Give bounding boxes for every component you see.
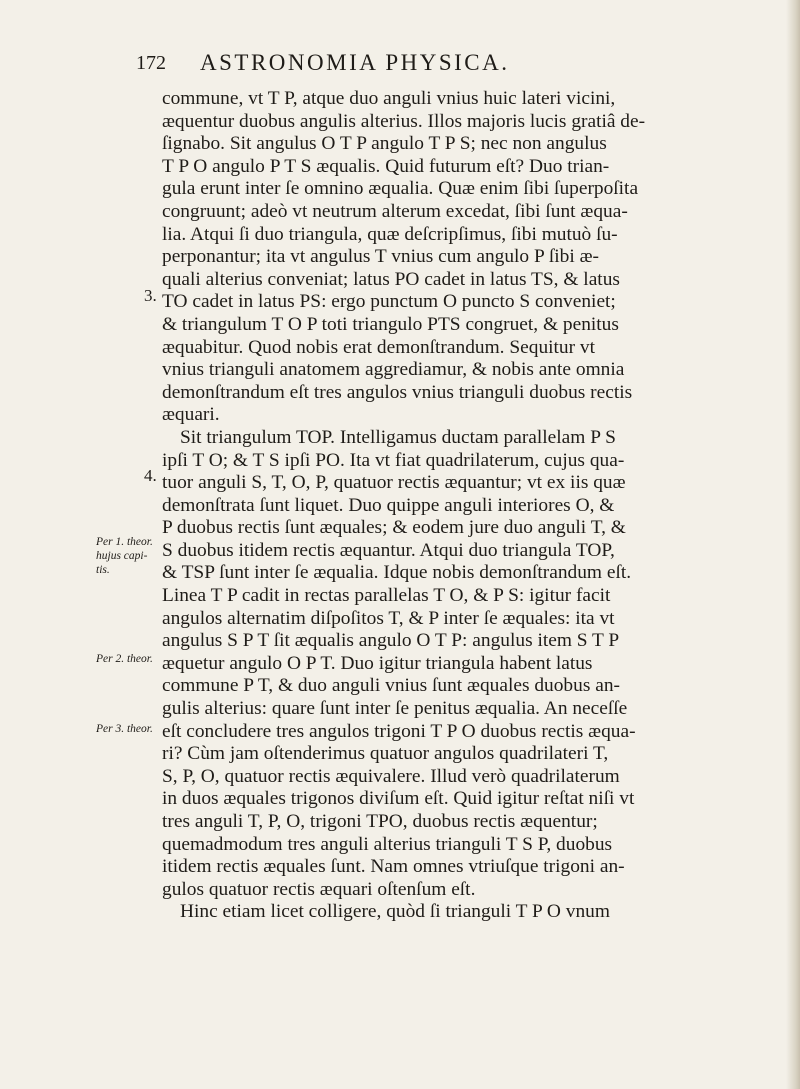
text-line: angulos alternatim diſpoſitos T, & P inter ſe æquales: ita vt — [162, 607, 615, 629]
text-line: in duos æquales trigonos diviſum eſt. Quid igitur reſtat niſi vt — [162, 788, 635, 810]
margin-note-per-3-theor: Per 3. theor. — [96, 723, 153, 735]
text-line: commune P T, & duo anguli vnius ſunt æquales duobus an- — [162, 675, 620, 697]
text-line: demonſtrata ſunt liquet. Duo quippe anguli interiores O, & — [162, 494, 615, 516]
text-line: demonſtrandum eſt tres angulos vnius trianguli duobus rectis — [162, 381, 633, 403]
text-line: gula erunt inter ſe omnino æqualia. Quæ enim ſibi ſuperpoſita — [162, 178, 639, 200]
text-line: & triangulum T O P toti triangulo PTS congruet, & penitus — [162, 313, 619, 335]
text-line: perponantur; ita vt angulus T vnius cum angulo P ſibi æ- — [162, 246, 599, 268]
page-number: 172 — [136, 52, 166, 74]
text-line: T P O angulo P T S æqualis. Quid futurum eſt? Duo trian- — [162, 155, 610, 177]
text-line: æquentur duobus angulis alterius. Illos majoris lucis gratiâ de- — [162, 110, 646, 132]
text-line: æquari. — [162, 404, 220, 426]
text-line: itidem rectis æquales ſunt. Nam omnes vtriuſque trigoni an- — [162, 856, 625, 878]
text-line: æquabitur. Quod nobis erat demonſtrandum. Sequitur vt — [162, 336, 596, 358]
text-line: æquetur angulo O P T. Duo igitur triangula habent latus — [162, 652, 593, 674]
text-line: S duobus itidem rectis æquantur. Atqui duo triangula TOP, — [162, 539, 615, 561]
margin-note-per-1-theor: Per 1. theor. hujus capi-tis. — [96, 536, 153, 576]
text-line: congruunt; adeò vt neutrum alterum excedat, ſibi ſunt æqua- — [162, 200, 628, 222]
section-number-3: 3. — [144, 286, 157, 305]
text-line: Sit triangulum TOP. Intelligamus ductam parallelam P S — [180, 426, 616, 448]
text-line: angulus S P T ſit æqualis angulo O T P: angulus item S T P — [162, 630, 620, 652]
section-number-4: 4. — [144, 466, 157, 485]
margin-note-per-2-theor: Per 2. theor. — [96, 653, 153, 665]
text-line: ipſi T O; & T S ipſi PO. Ita vt fiat quadrilaterum, cujus qua- — [162, 449, 625, 471]
text-line: ſignabo. Sit angulus O T P angulo T P S; nec non angulus — [162, 133, 607, 155]
text-line: S, P, O, quatuor rectis æquivalere. Illud verò quadrilaterum — [162, 765, 620, 787]
body-text — [162, 88, 766, 924]
text-line: & TSP ſunt inter ſe æqualia. Idque nobis demonſtrandum eſt. — [162, 562, 632, 584]
text-line: lia. Atqui ſi duo triangula, quæ deſcripſimus, ſibi mutuò ſu- — [162, 223, 618, 245]
text-line: quali alterius conveniat; latus PO cadet in latus TS, & latus — [162, 268, 620, 290]
text-line: vnius trianguli anatomem aggrediamur, & nobis ante omnia — [162, 359, 625, 381]
text-line: P duobus rectis ſunt æquales; & eodem jure duo anguli T, & — [162, 517, 626, 539]
text-line: TO cadet in latus PS: ergo punctum O puncto S conveniet; — [162, 291, 616, 313]
running-title: ASTRONOMIA PHYSICA. — [200, 50, 510, 75]
text-line: tres anguli T, P, O, trigoni TPO, duobus rectis æquentur; — [162, 811, 598, 832]
text-line: commune, vt T P, atque duo anguli vnius huic lateri vicini, — [162, 88, 616, 109]
text-line: eſt concludere tres angulos trigoni T P O duobus rectis æqua- — [162, 720, 636, 742]
text-line: Hinc etiam licet colligere, quòd ſi trianguli T P O vnum — [180, 901, 610, 923]
text-line: gulos quatuor rectis æquari oſtenſum eſt. — [162, 878, 476, 900]
page-header — [130, 50, 770, 80]
text-line: tuor anguli S, T, O, P, quatuor rectis æquantur; vt ex iis quæ — [162, 472, 626, 494]
text-line: Linea T P cadit in rectas parallelas T O, & P S: igitur facit — [162, 585, 611, 607]
text-line: ri? Cùm jam oſtenderimus quatuor angulos quadrilateri T, — [162, 743, 609, 765]
page-edge — [786, 0, 800, 1089]
text-line: quemadmodum tres anguli alterius trianguli T S P, duobus — [162, 833, 613, 855]
text-line: gulis alterius: quare ſunt inter ſe penitus æqualia. An neceſſe — [162, 698, 628, 720]
